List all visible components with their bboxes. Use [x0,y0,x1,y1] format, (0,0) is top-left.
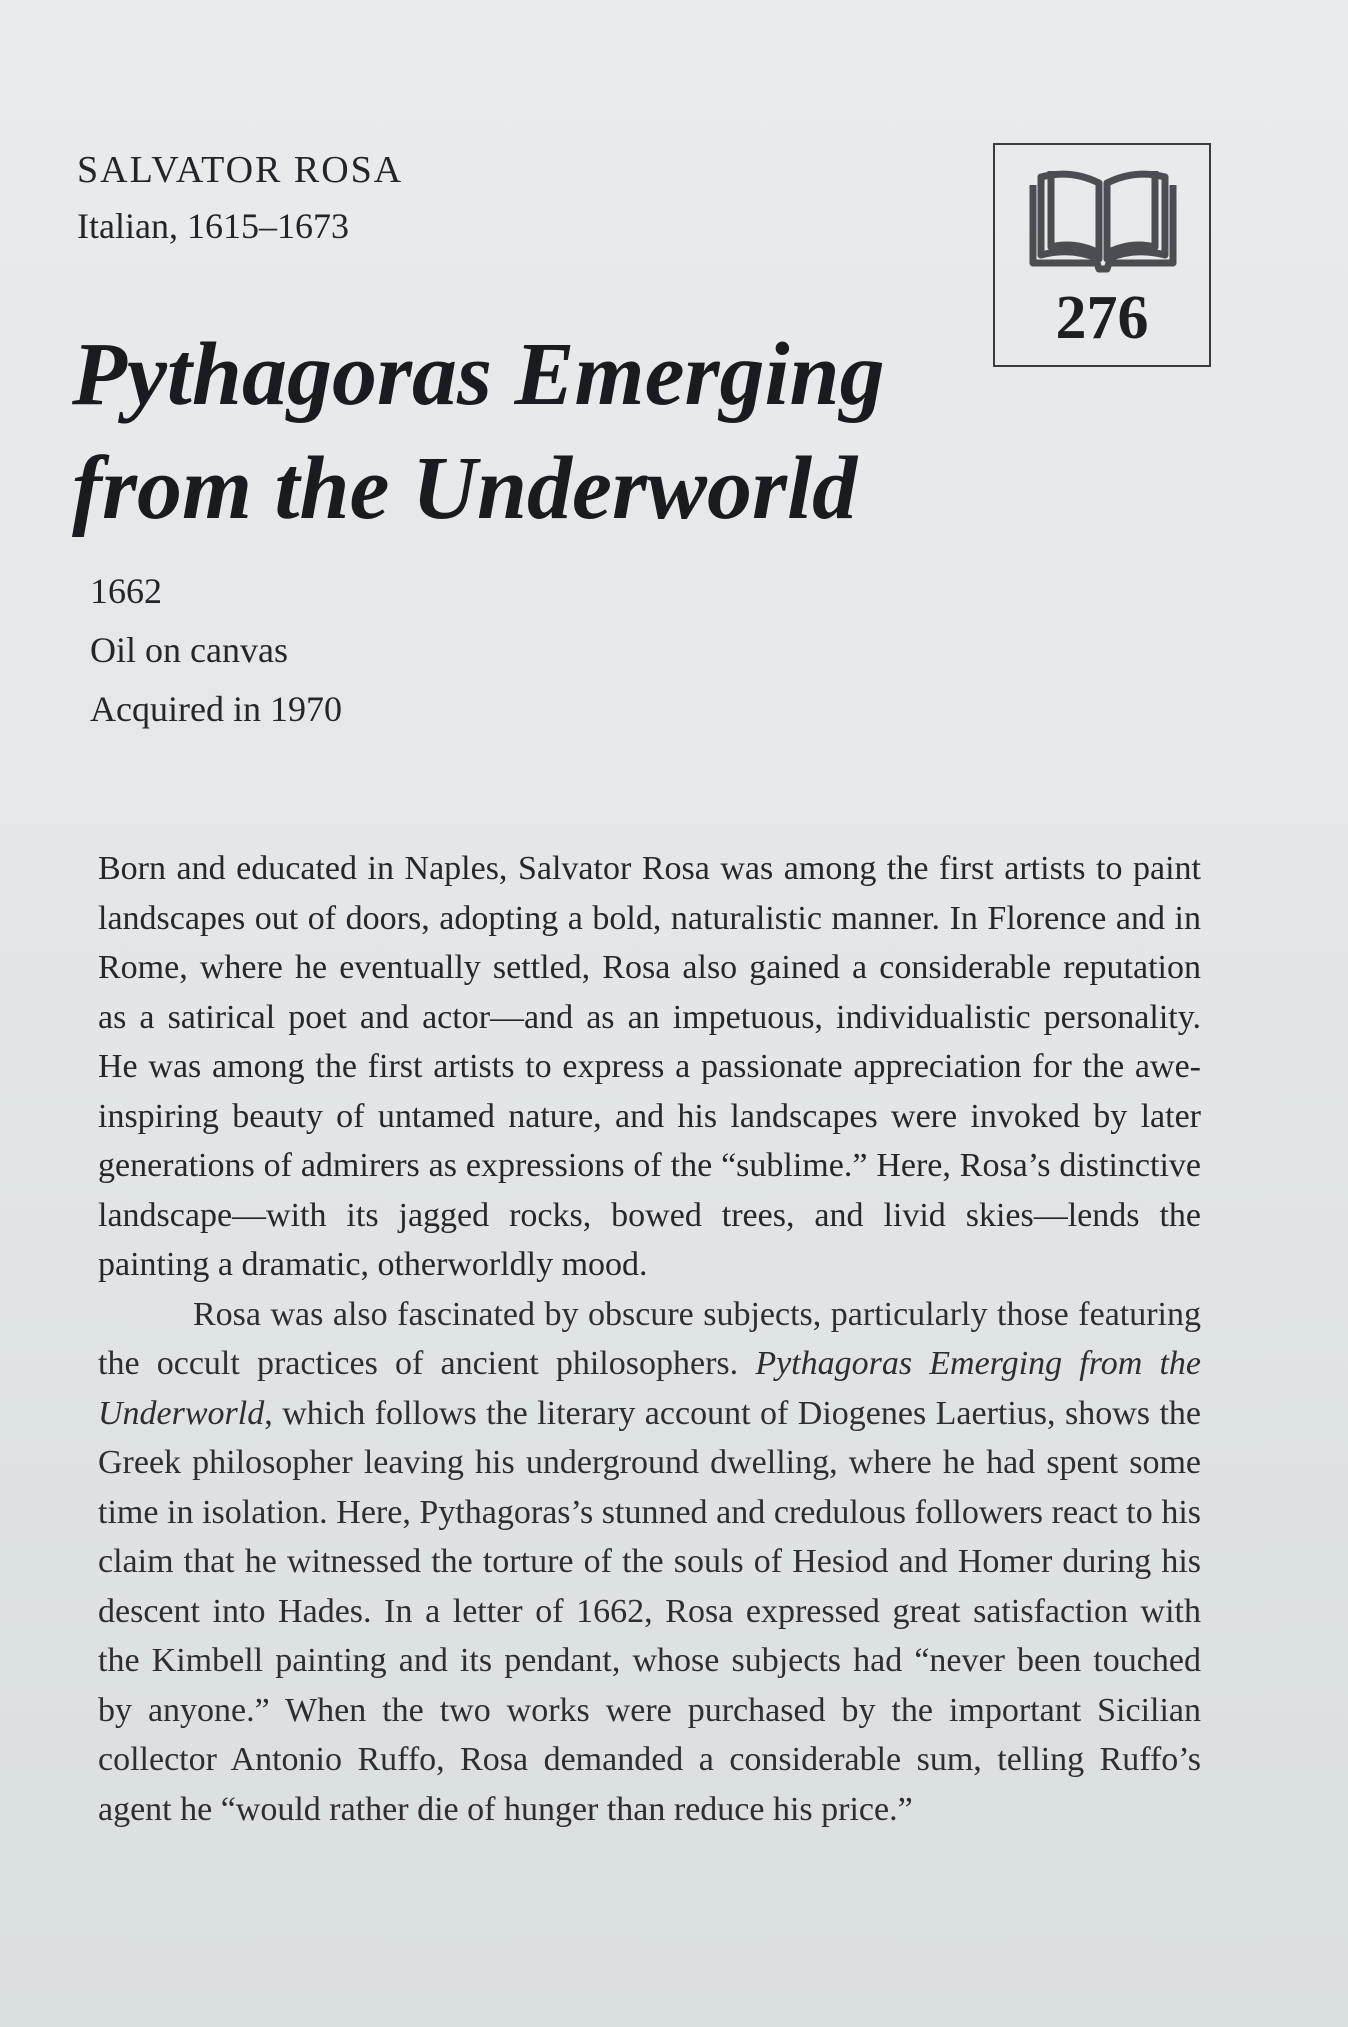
body-paragraph-2-end: , which follows the literary account of Diogenes Laertius, shows the Greek philosopher leaving his underground dwelling, where he had spent some time in isolation. Here, Pythagoras’s stunned and credulous followers react to his claim that he witnessed the torture of the souls of Hesiod and Homer during his descent into Hades. In a letter of 1662, Rosa expressed great satisfaction with the Kimbell painting and its pendant, whose subjects had “never been touched by anyone.” When the two works were purchased by the important Sicilian collector Antonio Ruffo, Rosa demanded a considerable sum, telling Ruffo’s agent he “would rather die of hunger than reduce his price.” [98,1394,1201,1828]
body-paragraph-2-start: Rosa was also fascinated by obscure subjects, particularly those featuring the occult practices of ancient philosophers. [98,1295,1201,1382]
body-paragraph-2 [98,1290,1201,1835]
label-body-text [98,844,1201,1834]
artwork-details [90,562,342,739]
artwork-title [72,318,885,546]
book-icon [1027,163,1179,277]
body-paragraph-1: Born and educated in Naples, Salvator Rosa was among the first artists to paint landscapes out of doors, adopting a bold, naturalistic manner. In Florence and in Rome, where he eventually settled, Rosa also gained a considerable reputation as a satirical poet and actor—and as an impetuous, individualistic personality. He was among the first artists to express a passionate appreciation for the awe-inspiring beauty of untamed nature, and his landscapes were invoked by later generations of admirers as expressions of the “sublime.” Here, Rosa’s distinctive landscape—with its jagged rocks, bowed trees, and livid skies—lends the painting a dramatic, otherworldly mood. [98,850,1201,1283]
artwork-title-line-2: from the Underworld [72,439,858,538]
audio-stop-number: 276 [1055,284,1149,352]
artwork-title-line-1: Pythagoras Emerging [72,325,885,424]
audio-guide-stop [993,143,1211,367]
body-paragraph-2-title-reference: Pythagoras Emerging from the Underworld [98,1345,1201,1432]
artist-nationality-dates: Italian, 1615–1673 [77,206,349,246]
artwork-medium: Oil on canvas [90,630,288,670]
artwork-acquisition: Acquired in 1970 [90,689,342,729]
artwork-date: 1662 [90,571,162,611]
artist-name: SALVATOR ROSA [77,149,404,191]
